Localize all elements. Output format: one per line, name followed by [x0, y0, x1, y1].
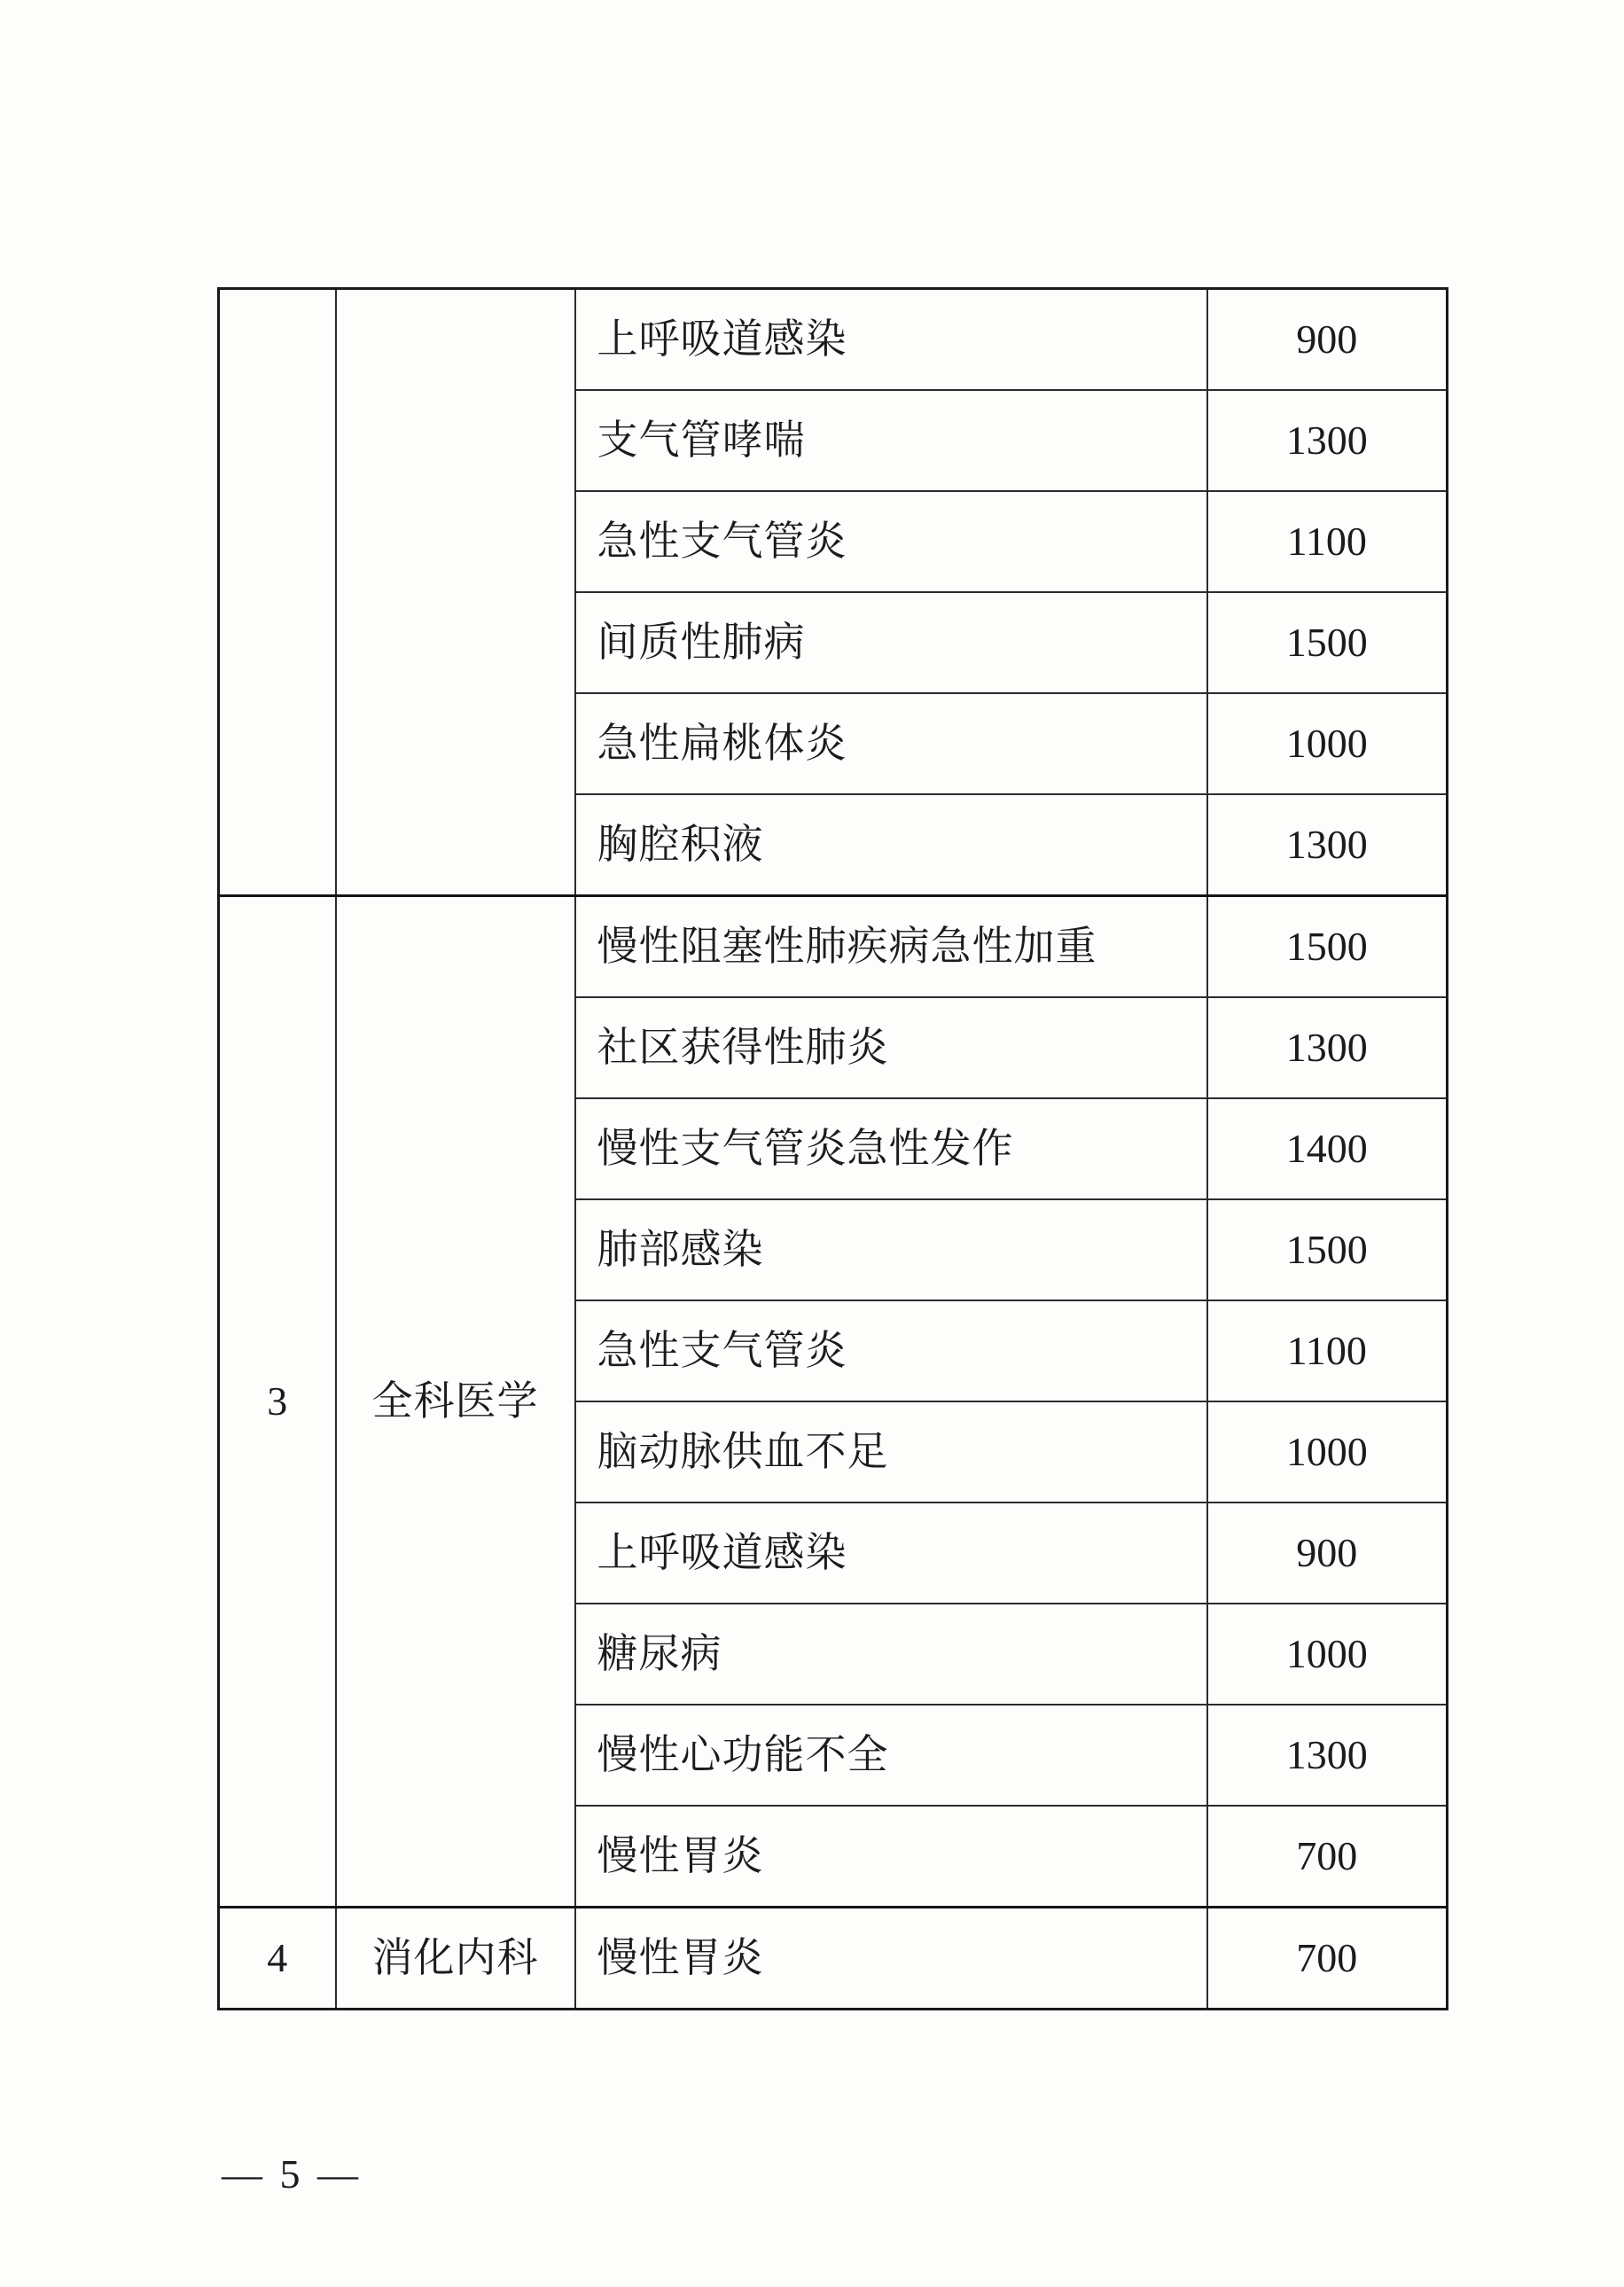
value-cell: 700 — [1207, 1806, 1448, 1908]
value-cell: 1300 — [1207, 997, 1448, 1098]
disease-cell: 急性扁桃体炎 — [575, 693, 1207, 794]
table-row — [219, 1908, 1448, 2010]
disease-cell: 糖尿病 — [575, 1604, 1207, 1705]
disease-cell: 胸腔积液 — [575, 794, 1207, 896]
department-cell: 全科医学 — [336, 896, 575, 1908]
value-cell: 1100 — [1207, 491, 1448, 592]
disease-cell: 脑动脉供血不足 — [575, 1401, 1207, 1503]
disease-cell: 社区获得性肺炎 — [575, 997, 1207, 1098]
value-cell: 1000 — [1207, 1604, 1448, 1705]
value-cell: 700 — [1207, 1908, 1448, 2010]
fee-table — [217, 287, 1448, 2010]
section-number-cell — [219, 289, 336, 896]
table-row — [219, 289, 1448, 391]
value-cell: 1300 — [1207, 794, 1448, 896]
section-number-cell: 3 — [219, 896, 336, 1908]
value-cell: 900 — [1207, 289, 1448, 391]
value-cell: 1400 — [1207, 1098, 1448, 1199]
value-cell: 1000 — [1207, 1401, 1448, 1503]
value-cell: 1500 — [1207, 896, 1448, 998]
value-cell: 1300 — [1207, 390, 1448, 491]
value-cell: 1000 — [1207, 693, 1448, 794]
department-cell: 消化内科 — [336, 1908, 575, 2010]
fee-table-body — [219, 289, 1448, 2010]
disease-cell: 上呼吸道感染 — [575, 289, 1207, 391]
disease-cell: 慢性支气管炎急性发作 — [575, 1098, 1207, 1199]
disease-cell: 慢性胃炎 — [575, 1908, 1207, 2010]
table-row — [219, 896, 1448, 998]
disease-cell: 急性支气管炎 — [575, 491, 1207, 592]
value-cell: 1500 — [1207, 1199, 1448, 1300]
value-cell: 1300 — [1207, 1705, 1448, 1806]
disease-cell: 支气管哮喘 — [575, 390, 1207, 491]
disease-cell: 急性支气管炎 — [575, 1300, 1207, 1401]
page-number: — 5 — — [222, 2151, 358, 2197]
disease-cell: 间质性肺病 — [575, 592, 1207, 693]
department-cell — [336, 289, 575, 896]
section-number-cell: 4 — [219, 1908, 336, 2010]
disease-cell: 上呼吸道感染 — [575, 1503, 1207, 1604]
disease-cell: 慢性胃炎 — [575, 1806, 1207, 1908]
disease-cell: 慢性心功能不全 — [575, 1705, 1207, 1806]
value-cell: 900 — [1207, 1503, 1448, 1604]
value-cell: 1100 — [1207, 1300, 1448, 1401]
disease-cell: 肺部感染 — [575, 1199, 1207, 1300]
disease-cell: 慢性阻塞性肺疾病急性加重 — [575, 896, 1207, 998]
value-cell: 1500 — [1207, 592, 1448, 693]
